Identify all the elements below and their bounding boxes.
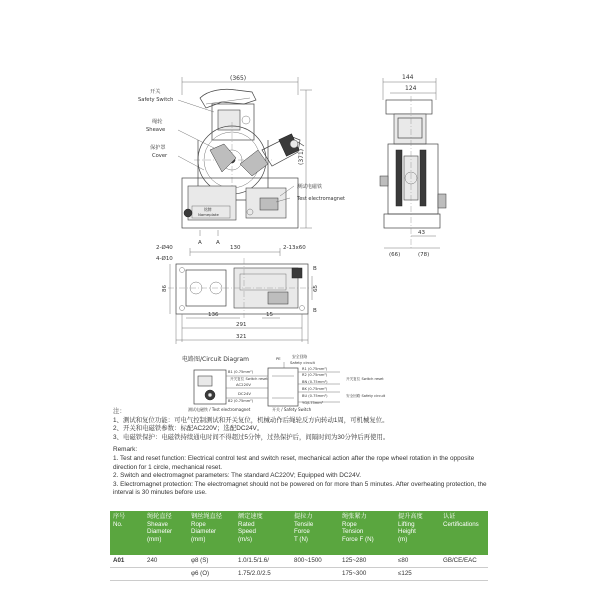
label-sheave-cn: 绳轮	[152, 119, 163, 125]
dim-78: (78)	[418, 252, 430, 258]
cell-rope-2: φ6 (O)	[188, 568, 235, 581]
dim-86: 86	[162, 285, 168, 292]
dim-291: 291	[236, 322, 247, 328]
circuit-bn: BN (0.75mm²)	[302, 380, 328, 384]
circuit-pe: PE	[276, 356, 281, 361]
dim-4-o10: 4-Ø10	[156, 256, 173, 262]
notes-en-item: 1. Test and reset function: Electrical control test and switch reset, mechanical action after the rope wheel rotation in the opposite direction for 1 circle, mechanical reset.	[113, 454, 475, 471]
label-cover-cn: 保护罩	[150, 145, 166, 151]
circuit-bu: BU (0.75mm²)	[302, 394, 328, 398]
cell-cert: GB/CE/EAC	[440, 555, 488, 568]
notes-en-title: Remark:	[113, 446, 138, 454]
label-switch-en: Safety Switch	[138, 97, 174, 103]
front-view	[138, 75, 345, 246]
cell-tensile: 800~1500	[291, 555, 339, 568]
cell-speed-2: 1.75/2.0/2.5	[235, 568, 291, 581]
header-no-cn: 序号	[113, 513, 126, 520]
spec-table	[110, 511, 488, 581]
header-no-en: No.	[113, 520, 123, 528]
cell-empty	[144, 568, 188, 581]
header-cert-cn: 认证	[443, 513, 456, 520]
header-tensile-en-3: T (N)	[294, 535, 308, 543]
cell-speed-1: 1.0/1.5/1.6/	[235, 555, 291, 568]
dim-371: (371)	[298, 148, 305, 165]
header-tension-en-1: Rope	[342, 520, 357, 528]
dim-136: 136	[208, 312, 219, 318]
dim-321: 321	[236, 334, 247, 340]
section-mark-a2: A	[216, 240, 220, 246]
dim-43: 43	[418, 230, 425, 236]
header-height-en-2: Height	[398, 528, 416, 536]
header-sheave-en-2: Diameter	[147, 528, 173, 536]
cell-no: A01	[110, 555, 144, 568]
label-switch-cn: 开关	[150, 89, 161, 95]
label-magnet-en: Test electromagnet	[297, 196, 346, 202]
circuit-switch-reset: 开关复位 Switch reset	[230, 377, 268, 381]
dim-144: 144	[402, 74, 414, 81]
table-row	[110, 568, 488, 581]
circuit-bk: BK (0.75mm²)	[302, 387, 328, 391]
dim-66: (66)	[389, 252, 401, 258]
notes-en-item: 2. Switch and electromagnet parameters: The standard AC220V; Equipped with DC24V.	[113, 472, 362, 480]
cell-empty	[291, 568, 339, 581]
header-height	[395, 511, 440, 555]
header-tension-cn: 绳张紧力	[342, 513, 367, 520]
label-cover-en: Cover	[152, 153, 168, 159]
circuit-dc24v: DC24V	[238, 391, 252, 396]
header-cert-en: Certifications	[443, 520, 479, 528]
section-mark-b1: B	[313, 266, 317, 272]
circuit-b2: B2 (0.75mm²)	[228, 399, 254, 403]
circuit-test-magnet: 测试电磁铁 / Test electromagnet	[188, 407, 251, 412]
header-speed-en-3: (m/s)	[238, 535, 253, 543]
cell-empty	[440, 568, 488, 581]
header-no	[110, 511, 144, 555]
header-rope-cn: 钢丝绳直径	[191, 513, 222, 520]
spec-table-header-row	[110, 511, 488, 555]
dim-65: 65	[313, 285, 319, 292]
notes-cn-item: 3、电磁铁保护：电磁铁持续通电时间不得超过5分钟，过热保护后，间隔时间为30分钟后再使用。	[113, 433, 390, 441]
cell-tension-1: 125~280	[339, 555, 395, 568]
circuit-safety-cn: 安全回路	[292, 354, 308, 359]
header-sheave	[144, 511, 188, 555]
table-row	[110, 555, 488, 568]
header-sheave-en-1: Sheave	[147, 520, 168, 528]
dim-130: 130	[230, 245, 241, 251]
circuit-safety-2: 安全回路 Safety circuit	[346, 394, 386, 398]
label-sheave-en: Sheave	[146, 127, 166, 133]
header-height-en-3: (m)	[398, 535, 408, 543]
dim-365: (365)	[230, 75, 247, 82]
notes-en-item: 3. Electromagnet protection: The electromagnet should not be powered on for more than 5 minutes. After overheating protection, the interval is 30 minutes before use.	[113, 480, 487, 497]
notes-cn	[113, 408, 493, 442]
header-height-en-1: Lifting	[398, 520, 415, 528]
notes-cn-item: 1、测试和复位功能：可电气控制测试和开关复位，机械动作后绳轮反方向转动1周，可机械复位。	[113, 416, 389, 424]
nameplate-en: Nameplate	[198, 212, 219, 217]
cell-sheave: 240	[144, 555, 188, 568]
header-tension-en-2: Tension	[342, 528, 364, 536]
header-rope-en-3: (mm)	[191, 535, 206, 543]
cell-rope-1: φ8 (S)	[188, 555, 235, 568]
header-rope-en-2: Diameter	[191, 528, 217, 536]
header-tensile-en-1: Tensile	[294, 520, 314, 528]
header-speed-en-2: Speed	[238, 528, 256, 536]
circuit-ac220v: AC220V	[236, 382, 252, 387]
header-tension	[339, 511, 395, 555]
header-tensile-cn: 提拉力	[294, 513, 313, 520]
dim-15: 15	[266, 312, 273, 318]
nameplate-cn: 铭牌	[204, 207, 212, 212]
header-rope	[188, 511, 235, 555]
section-mark-a1: A	[198, 240, 202, 246]
section-mark-b2: B	[313, 308, 317, 314]
header-height-cn: 提升高度	[398, 513, 423, 520]
circuit-diagram	[182, 354, 386, 412]
header-speed-en-1: Rated	[238, 520, 255, 528]
cell-height-2: ≤125	[395, 568, 440, 581]
header-tensile-en-2: Force	[294, 528, 310, 536]
circuit-b1: B1 (0.75mm²)	[228, 370, 254, 374]
circuit-r2: R2 (0.75mm²)	[302, 373, 328, 377]
circuit-r1: R1 (0.75mm²)	[302, 367, 328, 371]
dim-124: 124	[405, 85, 417, 92]
notes-cn-title: 注：	[113, 408, 126, 415]
dim-2-o40: 2-Ø40	[156, 245, 173, 251]
notes-cn-item: 2、开关和电磁铁参数：标配AC220V；选配DC24V。	[113, 425, 264, 433]
cell-tension-2: 175~300	[339, 568, 395, 581]
header-sheave-cn: 绳轮直径	[147, 513, 172, 520]
plan-view	[156, 244, 319, 344]
circuit-yg: YG/L75mm²	[302, 401, 324, 405]
side-view	[380, 74, 446, 258]
label-magnet-cn: 测试电磁铁	[297, 184, 323, 190]
header-speed	[235, 511, 291, 555]
notes-section	[113, 408, 493, 502]
header-tensile	[291, 511, 339, 555]
cell-empty	[110, 568, 144, 581]
header-cert	[440, 511, 488, 555]
cell-height-1: ≤80	[395, 555, 440, 568]
header-rope-en-1: Rope	[191, 520, 206, 528]
dim-2-13x60: 2-13x60	[283, 245, 306, 251]
circuit-safety-switch: 开关 / Safety Switch	[272, 407, 312, 412]
circuit-switch-reset-2: 开关复位 Switch reset	[346, 377, 384, 381]
notes-en	[113, 446, 493, 498]
header-speed-cn: 额定速度	[238, 513, 263, 520]
header-sheave-en-3: (mm)	[147, 535, 162, 543]
circuit-title: 电路图/Circuit Diagram	[182, 356, 250, 363]
circuit-safety-en: Safety circuit	[290, 360, 316, 365]
header-tension-en-3: Force F (N)	[342, 535, 374, 543]
